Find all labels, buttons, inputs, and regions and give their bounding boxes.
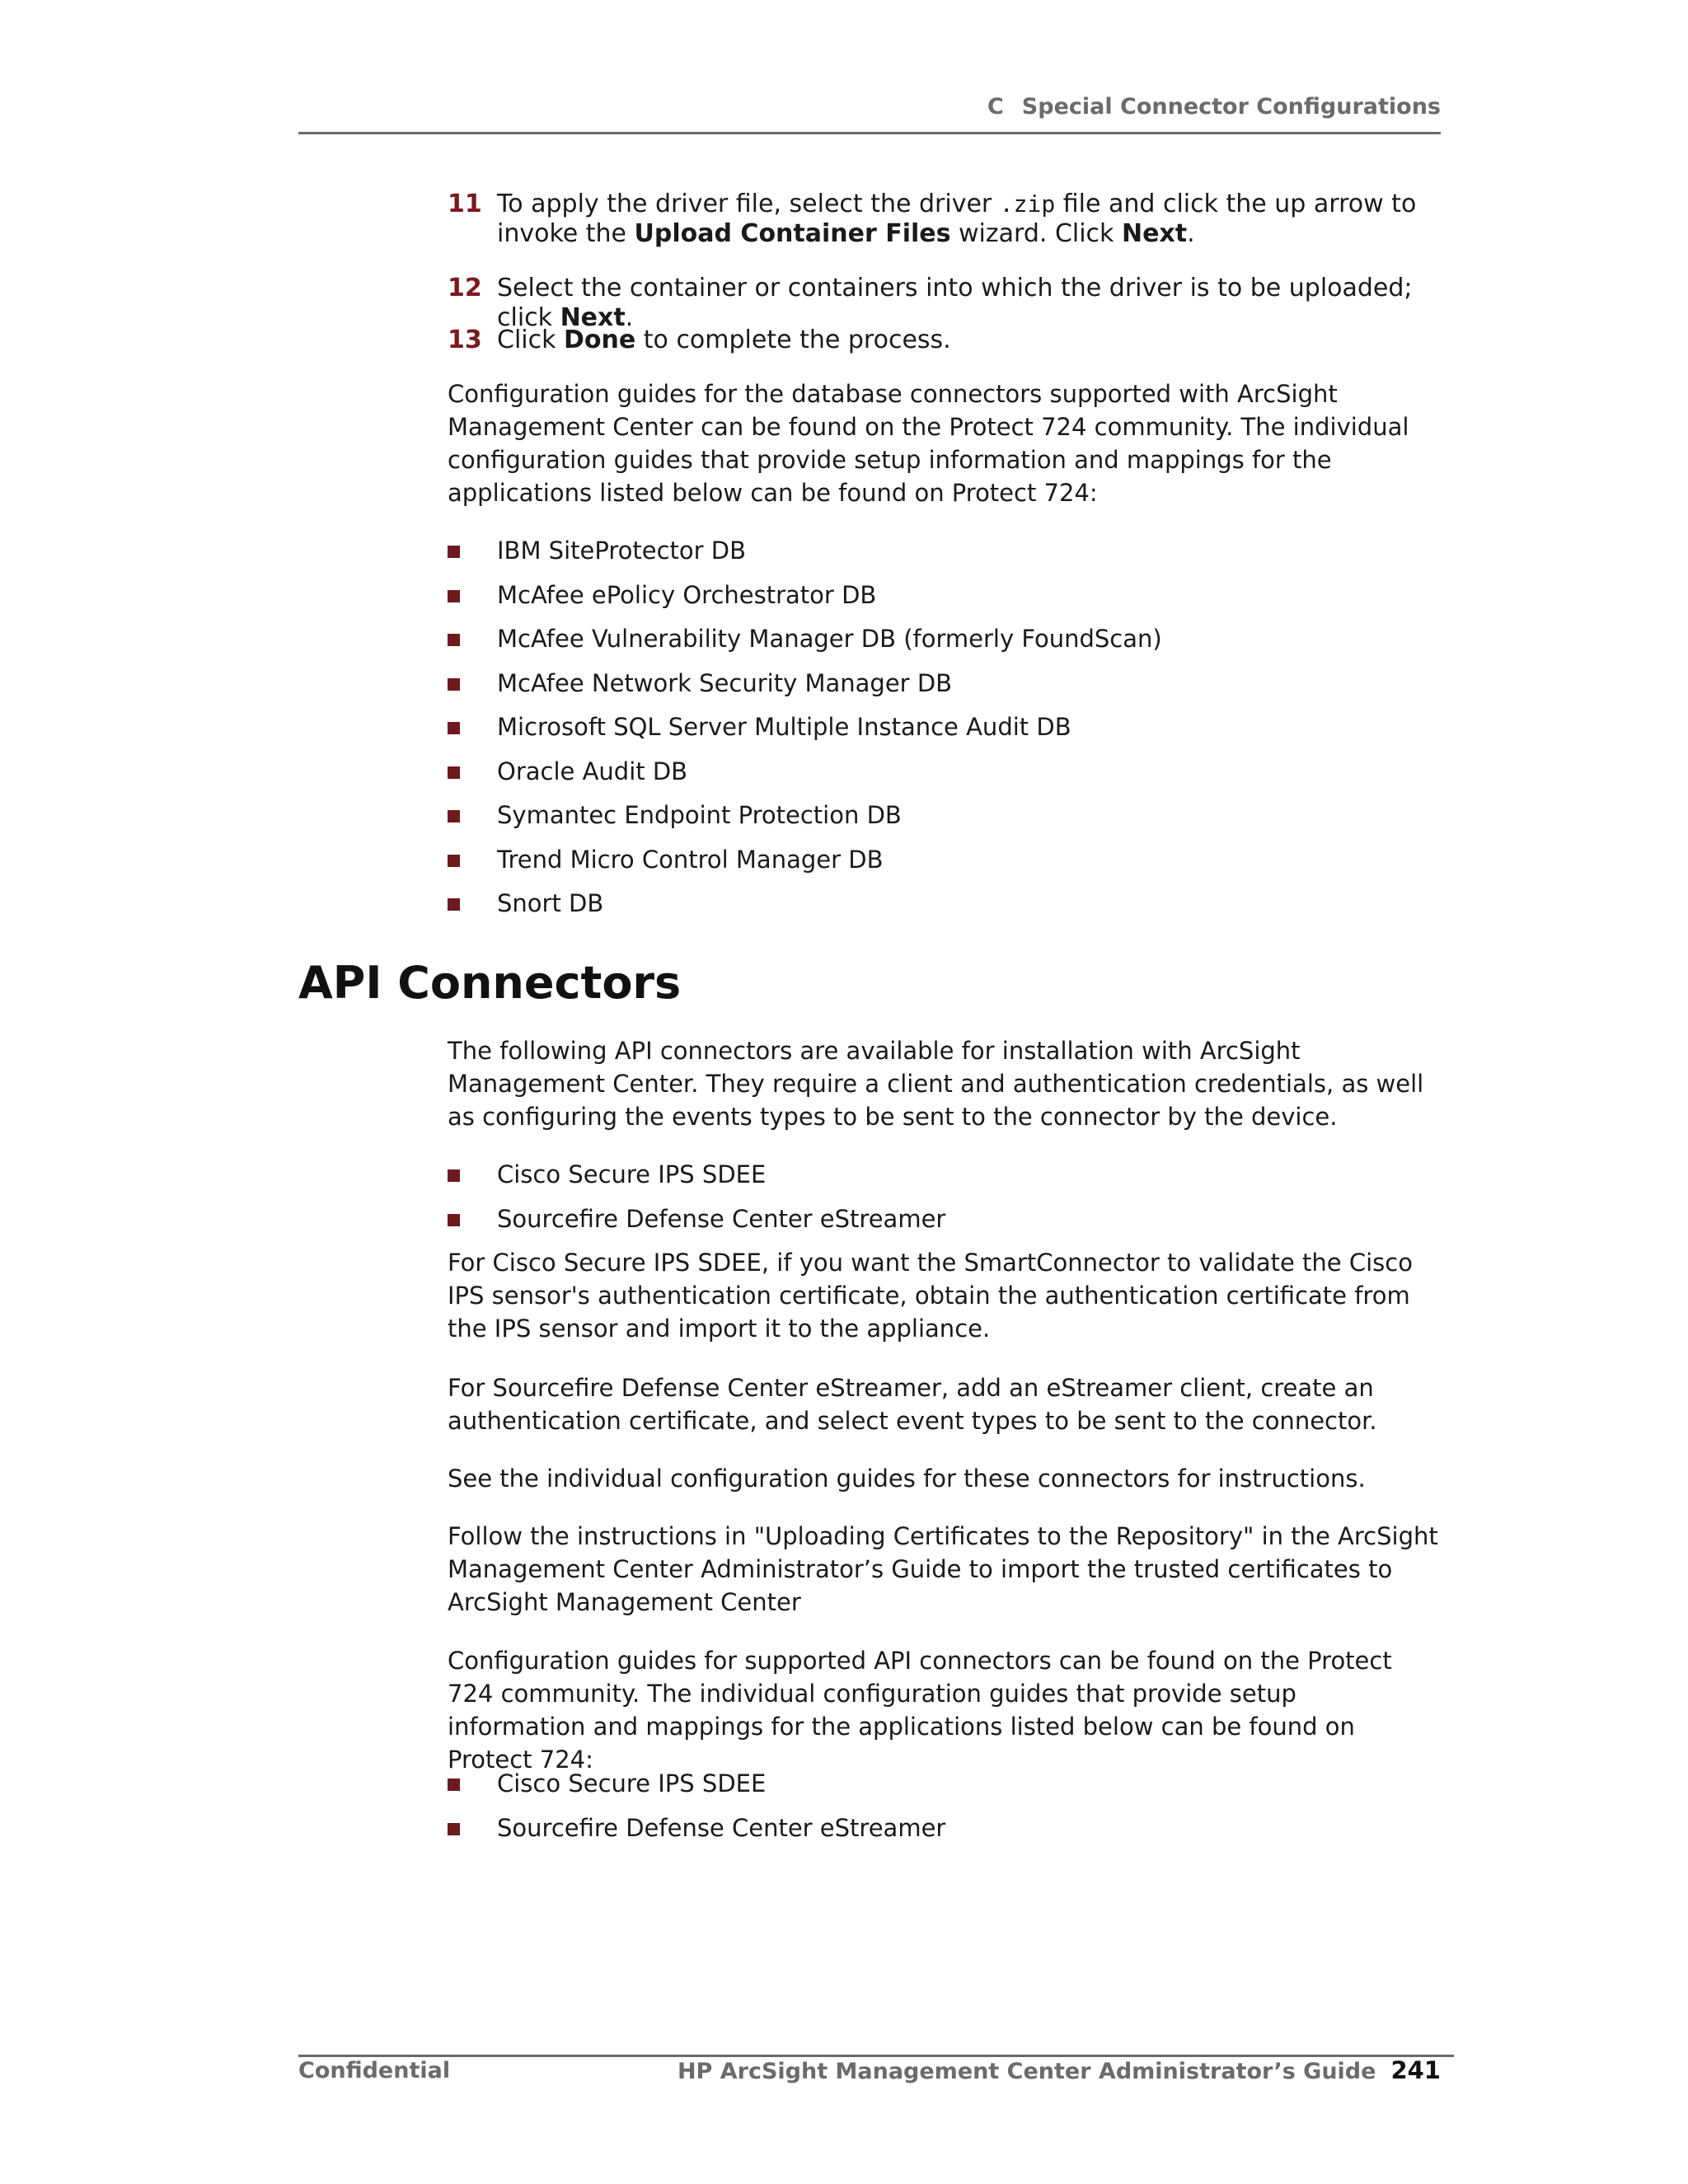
cisco-paragraph: For Cisco Secure IPS SDEE, if you want the SmartConnector to validate the Cisco IPS sensor's authentication certificate, obtain the authentication certificate from the IPS sensor and import it to the appliance. xyxy=(448,1249,1413,1343)
list-item: McAfee Vulnerability Manager DB (formerly FoundScan) xyxy=(448,622,1441,667)
bullet-icon xyxy=(448,590,460,602)
bullet-icon xyxy=(448,1169,460,1182)
done-label: Done xyxy=(564,326,636,354)
list-item: Oracle Audit DB xyxy=(448,755,1441,799)
step-text: Click Done to complete the process. xyxy=(497,326,951,354)
bullet-icon xyxy=(448,634,460,646)
step-text: Select the container or containers into which the driver is to be uploaded; click Next. xyxy=(497,274,1413,332)
page-header xyxy=(298,89,1441,134)
bullet-icon xyxy=(448,810,460,823)
api-connector-list xyxy=(448,1158,1441,1246)
step-number: 11 xyxy=(448,190,482,218)
bullet-icon xyxy=(448,855,460,867)
bullet-icon xyxy=(448,1823,460,1835)
config-guides-paragraph: Configuration guides for supported API connectors can be found on the Protect 724 community. The individual configuration guides that provide setup information and mappings for the applications listed below can be found on Protect 724: xyxy=(448,1647,1392,1774)
step-12 xyxy=(448,274,1441,333)
list-item: Trend Micro Control Manager DB xyxy=(448,843,1441,888)
bullet-icon xyxy=(448,1779,460,1791)
list-item: Snort DB xyxy=(448,887,1441,931)
bullet-icon xyxy=(448,722,460,734)
list-item: Symantec Endpoint Protection DB xyxy=(448,799,1441,843)
step-13 xyxy=(448,326,1441,355)
next-label: Next xyxy=(1121,219,1188,248)
confidential-label: Confidential xyxy=(298,2058,451,2083)
step-text: To apply the driver file, select the driver .zip file and click the up arrow to invoke the Upload Container Files wizard. Click Next. xyxy=(497,190,1417,248)
file-extension: .zip xyxy=(999,190,1056,218)
api-guide-list xyxy=(448,1767,1441,1855)
list-item: McAfee Network Security Manager DB xyxy=(448,667,1441,711)
bullet-icon xyxy=(448,898,460,911)
list-item: Sourcefire Defense Center eStreamer xyxy=(448,1202,1441,1247)
page-number: 241 xyxy=(1390,2056,1441,2084)
list-item: Sourcefire Defense Center eStreamer xyxy=(448,1811,1441,1856)
bullet-icon xyxy=(448,546,460,558)
bullet-icon xyxy=(448,678,460,691)
api-connectors-intro: The following API connectors are available for installation with ArcSight Management Center. They require a client and authentication credentials, as well as configuring the events types to be sent to the connector by the device. xyxy=(448,1037,1424,1131)
follow-instructions-paragraph: Follow the instructions in "Uploading Certificates to the Repository" in the ArcSight Management Center Administrator’s Guide to import the trusted certificates to ArcSight Management Center xyxy=(448,1522,1438,1616)
page-footer xyxy=(678,2056,1441,2084)
list-item: Microsoft SQL Server Multiple Instance Audit DB xyxy=(448,710,1441,755)
step-11 xyxy=(448,190,1441,249)
guide-title: HP ArcSight Management Center Administrator’s Guide xyxy=(677,2059,1376,2084)
running-header xyxy=(987,94,1441,120)
step-number: 12 xyxy=(448,274,482,302)
list-item: McAfee ePolicy Orchestrator DB xyxy=(448,579,1441,623)
db-connectors-intro: Configuration guides for the database connectors supported with ArcSight Management Center can be found on the Protect 724 community. The individual configuration guides that provide setup information and mappings for the applications listed below can be found on Protect 724: xyxy=(448,380,1409,507)
list-item: Cisco Secure IPS SDEE xyxy=(448,1767,1441,1811)
see-guides-paragraph: See the individual configuration guides for these connectors for instructions. xyxy=(448,1465,1366,1493)
chapter-title: Special Connector Configurations xyxy=(1021,94,1441,120)
sourcefire-paragraph: For Sourcefire Defense Center eStreamer, add an eStreamer client, create an authentication certificate, and select event types to be sent to the connector. xyxy=(448,1374,1377,1435)
section-heading: API Connectors xyxy=(298,957,682,1009)
wizard-name: Upload Container Files xyxy=(634,219,951,248)
step-number: 13 xyxy=(448,326,482,354)
bullet-icon xyxy=(448,766,460,779)
next-label: Next xyxy=(560,303,626,332)
appendix-letter: C xyxy=(987,94,1004,120)
list-item: Cisco Secure IPS SDEE xyxy=(448,1158,1441,1202)
list-item: IBM SiteProtector DB xyxy=(448,534,1441,579)
bullet-icon xyxy=(448,1214,460,1226)
db-connector-list xyxy=(448,534,1441,931)
